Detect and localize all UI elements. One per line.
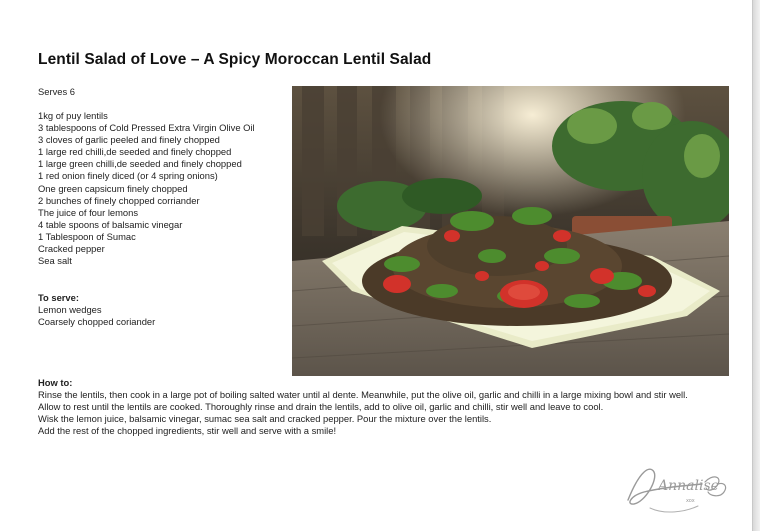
to-serve-list: [38, 304, 155, 328]
ingredient-item: One green capsicum finely chopped: [38, 182, 188, 194]
page-edge: [752, 0, 760, 531]
signature-icon: [620, 460, 735, 520]
ingredient-item: 1 Tablespoon of Sumac: [38, 230, 136, 242]
ingredient-list: [38, 110, 255, 267]
serves-count: Serves 6: [38, 86, 75, 97]
how-to-step: Rinse the lentils, then cook in a large pot of boiling salted water until al dente. Meanwhile, put the olive oil, garlic and chilli in a large mixing bowl and stir well.: [38, 389, 688, 401]
how-to-step: Wisk the lemon juice, balsamic vinegar, sumac sea salt and cracked pepper. Pour the mixture over the lentils.: [38, 413, 492, 425]
signature-sub-text: xox: [686, 498, 695, 504]
lentil-salad-photo-icon: [292, 86, 729, 376]
to-serve-heading: To serve:: [38, 292, 79, 303]
how-to-step: Allow to rest until the lentils are cooked. Thoroughly rinse and drain the lentils, add to olive oil, garlic and chilli, stir well and leave to cool.: [38, 401, 604, 413]
ingredient-item: 1kg of puy lentils: [38, 110, 108, 121]
ingredient-item: 1 red onion finely diced (or 4 spring onions): [38, 170, 218, 182]
lentil-salad-photo: [292, 86, 729, 376]
ingredient-item: 3 cloves of garlic peeled and finely chopped: [38, 134, 220, 146]
to-serve-section: [38, 292, 155, 328]
signature-text: Annalise: [658, 478, 719, 494]
how-to-heading: How to:: [38, 377, 73, 388]
recipe-title: Lentil Salad of Love – A Spicy Moroccan Lentil Salad: [38, 51, 432, 68]
ingredient-item: 4 table spoons of balsamic vinegar: [38, 218, 183, 230]
ingredient-item: 1 large red chilli,de seeded and finely chopped: [38, 146, 232, 158]
how-to-section: [38, 377, 698, 437]
to-serve-item: Lemon wedges: [38, 304, 102, 316]
how-to-step: Add the rest of the chopped ingredients, stir well and serve with a smile!: [38, 425, 337, 437]
ingredient-item: Sea salt: [38, 255, 72, 267]
ingredient-item: 1 large green chilli,de seeded and finely chopped: [38, 158, 242, 170]
ingredient-item: Cracked pepper: [38, 243, 105, 255]
to-serve-item: Coarsely chopped coriander: [38, 316, 156, 328]
ingredient-item: 3 tablespoons of Cold Pressed Extra Virgin Olive Oil: [38, 122, 255, 134]
ingredient-item: 2 bunches of finely chopped corriander: [38, 194, 200, 206]
ingredient-item: The juice of four lemons: [38, 206, 139, 218]
signature-mark: [620, 460, 735, 520]
